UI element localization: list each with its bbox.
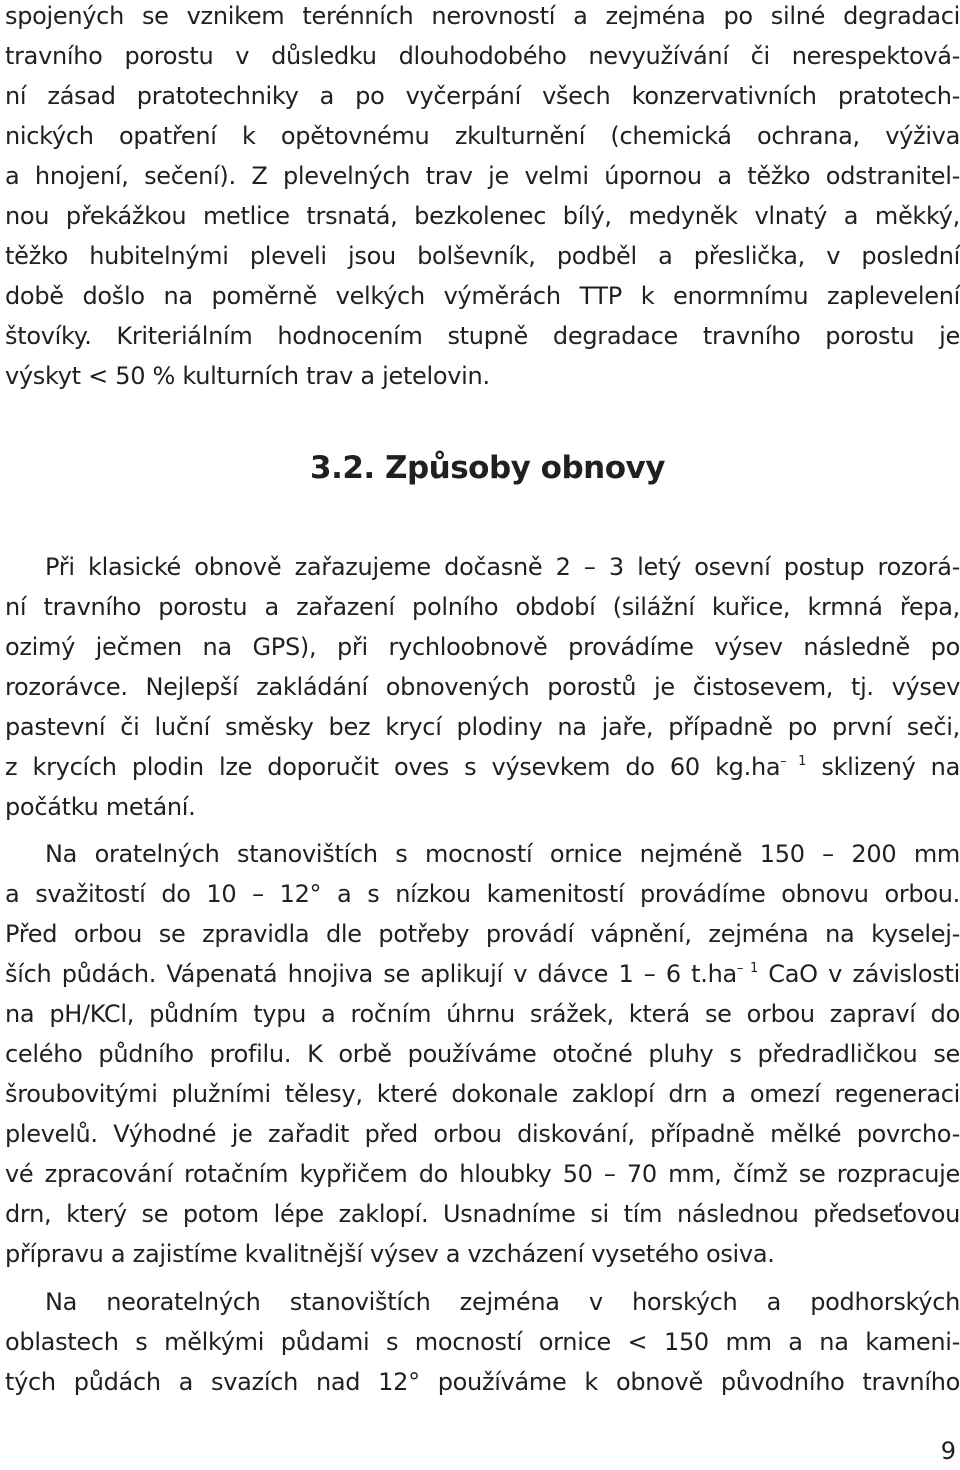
text-line: a svažitostí do 10 – 12° a s nízkou kamenitostí provádíme obnovu orbou. <box>5 880 960 908</box>
paragraph-non-arable-sites <box>5 1282 960 1402</box>
text-line: drn, který se potom lépe zaklopí. Usnadníme si tím následnou předseťovou <box>5 1200 960 1228</box>
text-line: travního porostu v důsledku dlouhodobého nevyužívání či nerespektová- <box>5 42 960 70</box>
text-line: nou překážkou metlice trsnatá, bezkolenec bílý, medyněk vlnatý a měkký, <box>5 202 960 230</box>
text-line: šroubovitými plužními tělesy, které dokonale zaklopí drn a omezí regeneraci <box>5 1080 960 1108</box>
text-line: pastevní či luční směsky bez krycí plodiny na jaře, případně po první seči, <box>5 713 960 741</box>
document-page <box>5 0 960 1396</box>
line-tail: CaO v závislosti <box>757 960 960 988</box>
text-line-with-superscript <box>5 954 960 994</box>
paragraph-arable-sites <box>5 834 960 1274</box>
text-line: plevelů. Výhodné je zařadit před orbou diskování, případně mělké povrcho- <box>5 1120 960 1148</box>
text-line: štovíky. Kriteriálním hodnocením stupně degradace travního porostu je <box>5 322 960 350</box>
paragraph-intro <box>5 0 960 396</box>
superscript: – 1 <box>736 961 758 976</box>
text-line: výskyt < 50 % kulturních trav a jetelovin. <box>5 362 490 390</box>
text-line: počátku metání. <box>5 793 196 821</box>
text-line: přípravu a zajistíme kvalitnější výsev a vzcházení vysetého osiva. <box>5 1240 775 1268</box>
text-line: Před orbou se zpravidla dle potřeby provádí vápnění, zejména na kyselej- <box>5 920 960 948</box>
text-line: spojených se vznikem terénních nerovností a zejména po silné degradaci <box>5 2 960 30</box>
text-line: celého půdního profilu. K orbě používáme otočné pluhy s předradličkou se <box>5 1040 960 1068</box>
paragraph-classic-renewal <box>5 547 960 827</box>
line-tail: sklizený na <box>806 753 960 781</box>
text-line: Při klasické obnově zařazujeme dočasně 2 – 3 letý osevní postup rozorá- <box>45 553 960 581</box>
page-number: 9 <box>940 1437 956 1465</box>
text-line: ní zásad pratotechniky a po vyčerpání všech konzervativních pratotech- <box>5 82 960 110</box>
section-heading: 3.2. Způsoby obnovy <box>310 450 665 486</box>
text-line: nických opatření k opětovnému zkulturnění (chemická ochrana, výživa <box>5 122 960 150</box>
text-line: těžko hubitelnými pleveli jsou bolševník, podběl a přeslička, v poslední <box>5 242 960 270</box>
superscript: – 1 <box>780 754 807 769</box>
line-text: z krycích plodin lze doporučit oves s výsevkem do 60 kg.ha <box>5 753 781 781</box>
text-line-with-superscript <box>5 747 960 787</box>
line-text: ších půdách. Vápenatá hnojiva se aplikují v dávce 1 – 6 t.ha <box>5 960 737 988</box>
text-line: vé zpracování rotačním kypřičem do hloubky 50 – 70 mm, čímž se rozpracuje <box>5 1160 960 1188</box>
text-line: oblastech s mělkými půdami s mocností ornice < 150 mm a na kameni- <box>5 1328 960 1356</box>
text-line: době došlo na poměrně velkých výměrách TTP k enormnímu zaplevelení <box>5 282 960 310</box>
text-line: na pH/KCl, půdním typu a ročním úhrnu srážek, která se orbou zapraví do <box>5 1000 960 1028</box>
text-line: a hnojení, sečení). Z plevelných trav je velmi úpornou a těžko odstranitel- <box>5 162 960 190</box>
text-line: ozimý ječmen na GPS), při rychloobnově provádíme výsev následně po <box>5 633 960 661</box>
text-line: tých půdách a svazích nad 12° používáme k obnově původního travního <box>5 1368 960 1396</box>
text-line: Na neoratelných stanovištích zejména v horských a podhorských <box>45 1288 960 1316</box>
text-line: ní travního porostu a zařazení polního období (silážní kuřice, krmná řepa, <box>5 593 960 621</box>
text-line: Na oratelných stanovištích s mocností ornice nejméně 150 – 200 mm <box>45 840 960 868</box>
text-line: rozorávce. Nejlepší zakládání obnovených porostů je čistosevem, tj. výsev <box>5 673 960 701</box>
